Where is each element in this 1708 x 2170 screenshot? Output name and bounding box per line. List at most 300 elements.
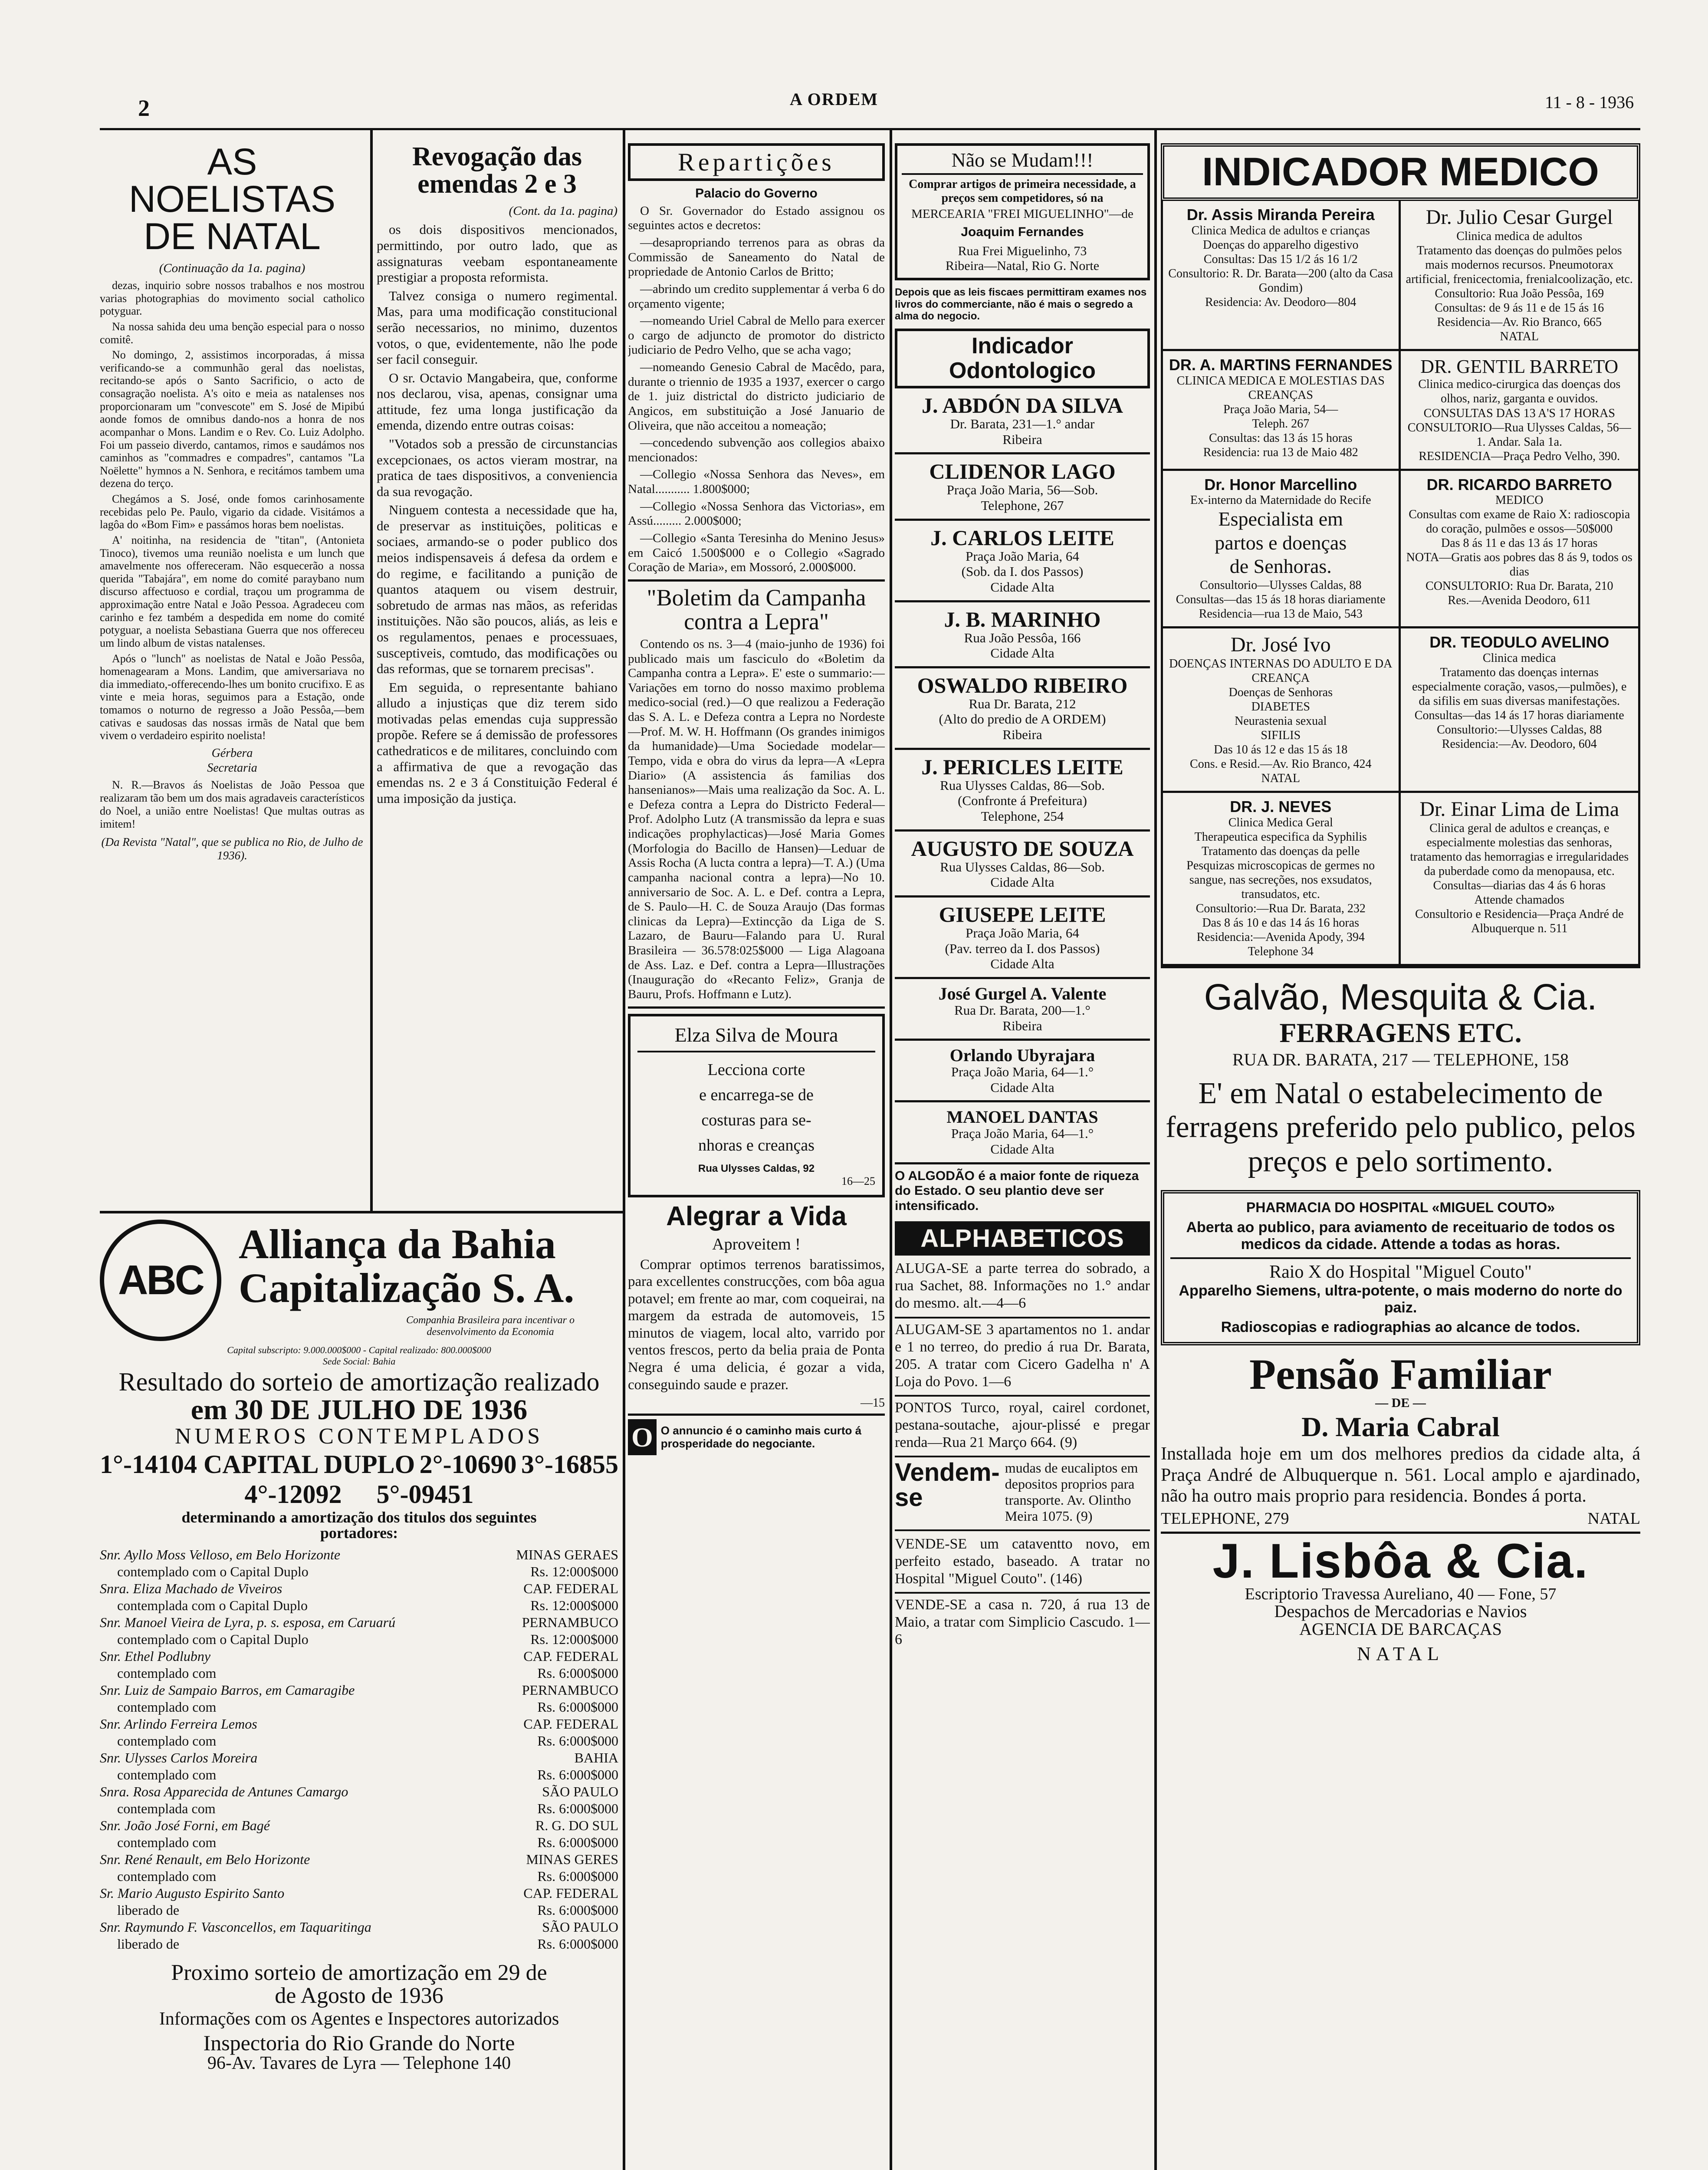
doctor-card bbox=[1163, 793, 1401, 966]
dentist-card bbox=[895, 979, 1150, 1041]
dentist-name: GIUSEPE LEITE bbox=[939, 902, 1106, 927]
doctor-name: Dr. Honor Marcellino bbox=[1204, 475, 1357, 493]
paragraph: Talvez consiga o numero regimental. Mas, para uma modificação constitucional serão necessarios, no minimo, duzentos votos, o que, evidentemente, não lhe pode ser facil conseguir. bbox=[377, 288, 618, 367]
doctor-detail: NOTA—Gratis aos pobres das 8 ás 9, todos os dias bbox=[1406, 551, 1632, 579]
winning-number: 1°-14104 CAPITAL DUPLO bbox=[100, 1450, 415, 1479]
paragraph: —nomeando Uriel Cabral de Mello para exercer o cargo de adjuncto de promotor do districto judiciario de Pedro Velho, que se acha vago; bbox=[628, 314, 885, 357]
doctor-detail: de Senhoras. bbox=[1229, 555, 1332, 577]
dentist-card bbox=[895, 668, 1150, 750]
doctor-grid bbox=[1161, 201, 1640, 968]
doctor-detail: Telephone 34 bbox=[1248, 945, 1314, 959]
algodao-note: O ALGODÃO é a maior fonte de riqueza do Estado. O seu plantio deve ser intensificado. bbox=[895, 1168, 1139, 1213]
winner-amount: Rs. 6:000$000 bbox=[537, 1665, 618, 1681]
capital-line: Capital subscripto: 9.000.000$000 - Capital realizado: 800.000$000 bbox=[227, 1345, 491, 1355]
paragraph: Chegámos a S. José, onde fomos carinhosamente recebidas pelo Pe. Paulo, vigario da cidade. Visitámos a lagôa do «Bom Fim» e passámos horas bem noelistas. bbox=[100, 493, 365, 531]
doctor-detail: Consultas com exame de Raio X: radioscopia do coração, pulmões e ossos—50$000 bbox=[1409, 508, 1630, 536]
winner-prize-row bbox=[100, 1868, 618, 1885]
doctor-name: Dr. Assis Miranda Pereira bbox=[1186, 206, 1375, 224]
winner-prize-row bbox=[100, 1800, 618, 1817]
winning-number: 5°-09451 bbox=[376, 1480, 474, 1509]
pensao-telephone: TELEPHONE, 279 bbox=[1161, 1509, 1289, 1528]
doctor-name: DR. J. NEVES bbox=[1230, 798, 1332, 816]
doctor-detail: Cons. e Resid.—Av. Rio Branco, 424 bbox=[1190, 757, 1372, 771]
doctor-detail: Residencia:—Avenida Apody, 394 bbox=[1196, 930, 1365, 944]
reparticoes-title-box bbox=[628, 143, 885, 181]
column-rule bbox=[623, 130, 625, 2170]
dentist-detail: Rua João Pessôa, 166 bbox=[964, 630, 1081, 645]
dentist-name: CLIDENOR LAGO bbox=[929, 459, 1116, 484]
winning-numbers bbox=[100, 1450, 618, 1480]
numbers-heading: NUMEROS CONTEMPLADOS bbox=[174, 1424, 544, 1449]
doctor-detail: Tratamento das doenças do pulmões pelos mais modernos recursos. Pneumotorax artificial, frenicectomia, frenialcoolização, etc. bbox=[1406, 243, 1633, 286]
pharmacy-ad bbox=[1161, 1190, 1640, 1345]
winner-name: Snr. Ethel Podlubny bbox=[100, 1648, 211, 1664]
doctor-detail: Consultas: Das 15 1/2 ás 16 1/2 bbox=[1203, 252, 1358, 266]
dentist-detail: (Pav. terreo da I. dos Passos) bbox=[945, 940, 1100, 956]
winner-row bbox=[100, 1682, 618, 1699]
dentist-detail: Rua Dr. Barata, 200—1.° bbox=[954, 1002, 1090, 1018]
doctor-detail: Res.—Avenida Deodoro, 611 bbox=[1448, 594, 1591, 608]
classified-ad: PONTOS Turco, royal, cairel cordonet, pestana-soutache, ajour-plissé e pregar renda—Rua 21 Março 664. (9) bbox=[895, 1399, 1150, 1457]
doctor-detail: Clinica geral de adultos e creanças, e especialmente molestias das senhoras, tratamento das hemorragias e irregularidades da puberdade como da menopausa, etc. bbox=[1410, 822, 1629, 878]
section-rule bbox=[100, 1211, 623, 1213]
dentist-detail: Praça João Maria, 64 bbox=[966, 548, 1079, 564]
elza-line: e encarrega-se de bbox=[699, 1085, 814, 1104]
doctor-detail: Doenças do apparelho digestivo bbox=[1203, 238, 1359, 252]
winner-prize-row bbox=[100, 1834, 618, 1851]
dentist-name: MANOEL DANTAS bbox=[946, 1107, 1098, 1127]
paragraph: os dois dispositivos mencionados, permittindo, por outro lado, que as assignaturas veebam espontaneamente prestigiar a proposta reformista. bbox=[377, 222, 618, 285]
pensao-name: D. Maria Cabral bbox=[1301, 1411, 1500, 1442]
paragraph: Ninguem contesta a necessidade que ha, de preservar as instituições, politicas e sociaes, armando-se o poder publico dos meios indispensaveis á defesa da ordem e do regime, e facilitando a punição de quantos ataquem ou visem destruir, sobretudo de armas nas mãos, as referidas instituições. Não são poucos, aliás, as leis e os regulamentos, penaes e processuaes, susceptiveis, comtudo, das modificações ou das reformas, que se tornarem precisas". bbox=[377, 502, 618, 677]
section-subtitle: Palacio do Governo bbox=[695, 186, 818, 201]
dentist-detail: Rua Dr. Barata, 212 bbox=[969, 696, 1076, 711]
winner-status: contemplado com bbox=[117, 1868, 217, 1884]
dentist-detail: Dr. Barata, 231—1.° andar bbox=[950, 416, 1095, 432]
winner-prize-row bbox=[100, 1936, 618, 1953]
winner-prize-row bbox=[100, 1733, 618, 1749]
winner-row bbox=[100, 1885, 618, 1902]
editor-note bbox=[100, 779, 365, 831]
elza-name: Elza Silva de Moura bbox=[637, 1023, 875, 1052]
classified-ad: ALUGA-SE a parte terrea do sobrado, a rua Sachet, 88. Informações no 1.° andar do mesmo. alt.—4—6 bbox=[895, 1260, 1150, 1318]
dentist-detail: Ribeira bbox=[1002, 431, 1042, 447]
dentist-detail: Cidade Alta bbox=[990, 875, 1054, 890]
paragraph: No domingo, 2, assistimos incorporadas, á missa verificando-se a communhão geral das noelistas, recitando-se após o Santo Sacrificio, o acto de consagração noelista. A's oito e meia as natalenses nos proporcionaram um "convescote" em S. José de Mipibú aonde fomos de omnibus dando-nos a honra de nos acompanhar o Mons. Landim e o Rev. Co. Luiz Adolpho. Foi um passeio diverdo, cantamos, rimos e saudámos nos caminhos as "commadres e compadres", cantamos "La Noëlette" hymnos a N. Senhora, e recitámos tambem uma dezena do terço. bbox=[100, 349, 365, 490]
dropcap-o: O bbox=[628, 1419, 657, 1455]
winner-name: Snr. Ulysses Carlos Moreira bbox=[100, 1749, 258, 1766]
pensao-text bbox=[1161, 1443, 1640, 1506]
doctor-detail: RESIDENCIA—Praça Pedro Velho, 390. bbox=[1419, 449, 1620, 463]
doctor-detail: CONSULTAS DAS 13 A'S 17 HORAS bbox=[1423, 406, 1615, 420]
winner-row bbox=[100, 1851, 618, 1868]
doctor-detail: Clinica medica bbox=[1482, 651, 1556, 665]
paragraph: —nomeando Genesio Cabral de Macêdo, para, durante o triennio de 1935 a 1937, exercer o cargo de 1. juiz districtal do districto judiciario de Angicos, em substituição a José Januario de Oliveira, que não acceitou a nomeação; bbox=[628, 360, 885, 433]
dentist-detail: Telephone, 267 bbox=[981, 497, 1064, 513]
doctor-card bbox=[1401, 628, 1639, 793]
sede-line: Sede Social: Bahia bbox=[322, 1356, 396, 1367]
inspectoria-address: 96-Av. Tavares de Lyra — Telephone 140 bbox=[207, 2053, 511, 2073]
doctor-detail: CLINICA MEDICA E MOLESTIAS DAS CREANÇAS bbox=[1176, 374, 1385, 402]
paragraph: Em seguida, o representante bahiano alludo a injustiças que diz terem sido motivadas pelas emendas cuja suppressão propõe. Refere se á demissão de professores cathedraticos e de militares, concluindo com a affirmativa de que a revogação das emendas ns. 2 e 3 á Constituição Federal é uma imposição da justiça. bbox=[377, 679, 618, 806]
doctor-detail: Residencia: rua 13 de Maio 482 bbox=[1203, 445, 1358, 459]
doctor-card bbox=[1163, 351, 1401, 471]
pensao-de: — DE — bbox=[1375, 1396, 1426, 1410]
medico-title: INDICADOR MEDICO bbox=[1202, 150, 1599, 194]
galvao-text: E' em Natal o estabelecimento de ferragens preferido pelo publico, pelos preços e pelo sortimento. bbox=[1166, 1076, 1636, 1178]
classified-ad: VENDE-SE a casa n. 720, á rua 13 de Maio, a tratar com Simplicio Cascudo. 1—6 bbox=[895, 1596, 1150, 1648]
mudam-title: Não se Mudam!!! bbox=[902, 150, 1143, 175]
dentist-detail: Cidade Alta bbox=[990, 1079, 1054, 1095]
alegrar-title: Alegrar a Vida bbox=[666, 1201, 847, 1231]
doctor-name: DR. TEODULO AVELINO bbox=[1429, 633, 1609, 651]
winner-row bbox=[100, 1749, 618, 1766]
doctor-detail: Especialista em bbox=[1218, 508, 1343, 530]
mudam-line: Ribeira—Natal, Rio G. Norte bbox=[945, 258, 1100, 273]
winner-state: PERNAMBUCO bbox=[522, 1614, 618, 1630]
doctor-name: Dr. Einar Lima de Lima bbox=[1419, 798, 1619, 821]
paragraph: Após o "lunch" as noelistas de Natal e João Pessôa, homenagearam a Mons. Landim, que amiversariava no dia immediato,-offerecendo-lhes um bonito crucifixo. E as vinte e meia horas, seguimos para a Estação, onde tomamos o noturno de regresso a João Pessôa,—bem cativas e saudosas das nossas irmãs de Natal que bem vivem o verdadeiro espirito noelista! bbox=[100, 652, 365, 742]
elza-address: Rua Ulysses Caldas, 92 bbox=[698, 1162, 815, 1174]
boletim-body bbox=[628, 637, 885, 1002]
col-medico bbox=[1161, 143, 1640, 2170]
paragraph: Installada hoje em um dos melhores predios da cidade alta, á Praça André de Albuquerque n. 561. Local amplo e ajardinado, não ha outro mais proprio para residencia. Bondes á porta. bbox=[1161, 1444, 1640, 1506]
dentist-card bbox=[895, 602, 1150, 668]
winner-amount: Rs. 6:000$000 bbox=[537, 1699, 618, 1715]
doctor-detail: Consultorio:—Rua Dr. Barata, 232 bbox=[1196, 902, 1366, 915]
alegrar-subtitle: Aproveitem ! bbox=[712, 1235, 801, 1253]
paragraph: —Collegio «Nossa Senhora das Neves», em Natal........... 1.800$000; bbox=[628, 467, 885, 496]
winner-state: CAP. FEDERAL bbox=[523, 1885, 618, 1901]
doctor-detail: NATAL bbox=[1500, 330, 1539, 344]
doctor-card bbox=[1401, 793, 1639, 966]
annuncio-text: O annuncio é o caminho mais curto á prosperidade do negociante. bbox=[660, 1424, 862, 1450]
dentist-list bbox=[895, 388, 1150, 1164]
company-name-2: Capitalização S. A. bbox=[239, 1265, 575, 1311]
vendem-text: mudas de eucaliptos em depositos proprios para transporte. Av. Olintho Meira 1075. (9) bbox=[1005, 1460, 1138, 1524]
doctor-card bbox=[1163, 201, 1401, 351]
galvao-name: Galvão, Mesquita & Cia. bbox=[1204, 976, 1597, 1018]
divider bbox=[628, 579, 885, 582]
masthead: A ORDEM bbox=[790, 89, 878, 109]
winner-status: liberado de bbox=[117, 1936, 180, 1952]
dentist-detail: Praça João Maria, 64 bbox=[966, 925, 1079, 940]
result-date: em 30 DE JULHO DE 1936 bbox=[191, 1394, 528, 1426]
winner-state: BAHIA bbox=[574, 1749, 618, 1766]
dentist-name: Orlando Ubyrajara bbox=[949, 1046, 1095, 1065]
doctor-detail: Consultas—diarias das 4 ás 6 horas bbox=[1433, 879, 1606, 893]
doctor-detail: partos e doenças bbox=[1215, 531, 1347, 554]
doctor-detail: Tratamento das doenças da pelle bbox=[1202, 844, 1360, 858]
doctor-detail: Das 10 ás 12 e das 15 ás 18 bbox=[1214, 743, 1348, 757]
winner-status: contemplada com o Capital Duplo bbox=[117, 1597, 308, 1613]
paragraph: Na nossa sahida deu uma benção especial para o nosso comitê. bbox=[100, 320, 365, 346]
top-rule bbox=[100, 128, 1640, 130]
elza-line: Lecciona corte bbox=[707, 1060, 805, 1079]
article-title: AS NOELISTAS DE NATAL bbox=[128, 143, 336, 257]
bahia-advertisement bbox=[100, 1220, 618, 2170]
winner-amount: Rs. 6:000$000 bbox=[537, 1936, 618, 1952]
doctor-detail: Das 8 ás 11 e das 13 ás 17 horas bbox=[1441, 536, 1598, 550]
doctor-detail: Neurastenia sexual bbox=[1235, 714, 1327, 728]
doctor-detail: Consultorio: Rua João Pessôa, 169 bbox=[1435, 286, 1604, 300]
medico-title-box bbox=[1161, 143, 1640, 201]
mudam-line: MERCEARIA "FREI MIGUELINHO"—de bbox=[911, 207, 1133, 221]
winner-status: contemplado com bbox=[117, 1834, 217, 1850]
dentist-detail: Cidade Alta bbox=[990, 956, 1054, 972]
column-rule bbox=[370, 130, 373, 1211]
doctor-detail: Consultorio:—Ulysses Caldas, 88 bbox=[1437, 723, 1602, 736]
doctor-detail: Therapeutica especifica da Syphilis bbox=[1194, 830, 1367, 844]
lisboa-line: NATAL bbox=[1357, 1643, 1444, 1664]
dentist-name: AUGUSTO DE SOUZA bbox=[911, 836, 1134, 861]
dentist-detail: Praça João Maria, 64—1.° bbox=[951, 1126, 1094, 1141]
winner-row bbox=[100, 1546, 618, 1563]
paragraph: "Votados sob a pressão de circunstancias excepcionaes, os actos vieram mostrar, na pratica de taes dispositivos, a conveniencia da sua revogação. bbox=[377, 436, 618, 499]
elza-line: costuras para se- bbox=[701, 1111, 811, 1129]
lisboa-line: AGENCIA DE BARCAÇAS bbox=[1299, 1619, 1502, 1639]
doctor-name: Dr. Julio Cesar Gurgel bbox=[1426, 206, 1613, 229]
pharmacy-line: Radioscopias e radiographias ao alcance de todos. bbox=[1221, 1319, 1580, 1336]
doctor-detail: Residencia—rua 13 de Maio, 543 bbox=[1199, 607, 1363, 621]
dentist-detail: (Alto do predio de A ORDEM) bbox=[939, 711, 1106, 727]
dentist-card bbox=[895, 832, 1150, 898]
doctor-detail: DOENÇAS INTERNAS DO ADULTO E DA CREANÇA bbox=[1169, 657, 1393, 685]
winner-row bbox=[100, 1716, 618, 1733]
dentist-card bbox=[895, 388, 1150, 454]
pensao-footer bbox=[1161, 1509, 1640, 1534]
winner-state: MINAS GERES bbox=[526, 1851, 618, 1867]
article-body bbox=[377, 222, 618, 806]
paragraph: —Collegio «Santa Teresinha do Menino Jesus» em Caicó 1.500$000 e o Collegio «Sagrado Coração de Maria», em Mossoró, 2.000$000. bbox=[628, 531, 885, 575]
winner-amount: Rs. 12:000$000 bbox=[530, 1563, 618, 1579]
dentist-detail: Cidade Alta bbox=[990, 579, 1054, 595]
dentist-card bbox=[895, 898, 1150, 979]
doctor-detail: Consultorio e Residencia—Praça André de Albuquerque n. 511 bbox=[1415, 907, 1624, 936]
dentist-name: J. ABDÓN DA SILVA bbox=[921, 393, 1123, 418]
company-name: Alliança da Bahia bbox=[239, 1221, 556, 1268]
doctor-detail: Consultas: das 13 ás 15 horas bbox=[1209, 431, 1353, 445]
doctor-detail: Doenças de Senhoras bbox=[1228, 686, 1333, 699]
alpha-title-box bbox=[895, 1221, 1150, 1256]
dentist-name: J. CARLOS LEITE bbox=[930, 525, 1114, 550]
doctor-detail: Consultas—das 14 ás 17 horas diariamente bbox=[1414, 708, 1624, 722]
article-body bbox=[100, 279, 365, 742]
winning-numbers-2 bbox=[100, 1480, 618, 1509]
winner-prize-row bbox=[100, 1665, 618, 1682]
doctor-detail: Clinica Medica Geral bbox=[1228, 815, 1333, 829]
winner-state: SÃO PAULO bbox=[542, 1783, 618, 1799]
dentist-detail: Ribeira bbox=[1002, 727, 1042, 743]
doctor-card bbox=[1163, 628, 1401, 793]
winner-row bbox=[100, 1614, 618, 1631]
paragraph: dezas, inquirio sobre nossos trabalhos e nos mostrou varias photographias do movimento social catholico potyguar. bbox=[100, 279, 365, 318]
pensao-title: Pensão Familiar bbox=[1249, 1350, 1552, 1399]
doctor-detail: Tratamento das doenças internas especialmente coração, vasos,—pulmões), e da sifilis em suas diversas manifestações. bbox=[1412, 665, 1627, 708]
dentist-name: J. PERICLES LEITE bbox=[921, 754, 1123, 779]
logo-text: ABC bbox=[118, 1257, 203, 1303]
winners-table bbox=[100, 1546, 618, 1953]
winning-number: 4°-12092 bbox=[244, 1480, 342, 1509]
doctor-detail: Consultas—das 15 ás 18 horas diariamente bbox=[1176, 593, 1386, 607]
galvao-sub: FERRAGENS ETC. bbox=[1279, 1017, 1522, 1048]
elza-ad bbox=[628, 1014, 885, 1197]
doctor-detail: Consultorio—Ulysses Caldas, 88 bbox=[1199, 579, 1362, 592]
article-noelistas bbox=[100, 143, 365, 1207]
dentist-card bbox=[895, 1102, 1150, 1164]
winner-name: Snr. Arlindo Ferreira Lemos bbox=[100, 1716, 257, 1732]
dentist-detail: Praça João Maria, 64—1.° bbox=[951, 1064, 1094, 1080]
paragraph: —abrindo um credito supplementar á verba 6 do orçamento vigente; bbox=[628, 282, 885, 311]
dentist-detail: Telephone, 254 bbox=[981, 809, 1064, 824]
dentist-name: José Gurgel A. Valente bbox=[938, 983, 1107, 1003]
doctor-detail: Consultorio: R. Dr. Barata—200 (alto da Casa Gondim) bbox=[1168, 266, 1393, 295]
winner-status: contemplado com bbox=[117, 1665, 217, 1681]
dentist-detail: Cidade Alta bbox=[990, 645, 1054, 661]
odonto-title: Indicador bbox=[971, 333, 1074, 358]
agents-info: Informações com os Agentes e Inspectores autorizados bbox=[159, 2009, 559, 2029]
winner-state: MINAS GERAES bbox=[516, 1546, 618, 1562]
annuncio-note bbox=[628, 1419, 885, 1455]
galvao-address: RUA DR. BARATA, 217 — TELEPHONE, 158 bbox=[1232, 1050, 1569, 1070]
doctor-card bbox=[1401, 201, 1639, 351]
winner-row bbox=[100, 1648, 618, 1665]
doctor-detail: Consultas: de 9 ás 11 e de 15 ás 16 bbox=[1435, 301, 1604, 315]
classified-ad: ALUGAM-SE 3 apartamentos no 1. andar e 1 no terreo, do predio á rua Dr. Barata, 205. A tratar com Cicero Gadelha n' A Loja do Povo. 1—6 bbox=[895, 1321, 1150, 1397]
alegrar-ref: —15 bbox=[861, 1396, 885, 1410]
alpha-title: ALPHABETICOS bbox=[920, 1224, 1124, 1253]
winner-status: contemplado com o Capital Duplo bbox=[117, 1631, 309, 1647]
winner-row bbox=[100, 1919, 618, 1936]
page-number: 2 bbox=[138, 95, 150, 121]
mudam-line: Rua Frei Miguelinho, 73 bbox=[958, 243, 1087, 258]
doctor-detail: CONSULTORIO—Rua Ulysses Caldas, 56—1. Andar. Sala 1a. bbox=[1407, 421, 1631, 449]
classified-ad: VENDE-SE um cataventto novo, em perfeito estado, baseado. A tratar no Hospital "Miguel Couto". (146) bbox=[895, 1529, 1150, 1594]
dentist-detail: (Confronte á Prefeitura) bbox=[958, 793, 1087, 809]
dentist-name: OSWALDO RIBEIRO bbox=[917, 673, 1128, 697]
paragraph: —concedendo subvenção aos collegios abaixo mencionados: bbox=[628, 436, 885, 464]
winner-amount: Rs. 6:000$000 bbox=[537, 1800, 618, 1816]
inspectoria: Inspectoria do Rio Grande do Norte bbox=[203, 2030, 515, 2055]
winner-status: liberado de bbox=[117, 1902, 180, 1918]
winner-prize-row bbox=[100, 1563, 618, 1580]
winner-name: Snr. Luiz de Sampaio Barros, em Camaragibe bbox=[100, 1682, 355, 1698]
doctor-detail: Attende chamados bbox=[1474, 893, 1565, 907]
winning-number: 3°-16855 bbox=[521, 1450, 618, 1479]
mudam-line: Comprar artigos de primeira necessidade, a preços sem competidores, só na bbox=[909, 177, 1136, 205]
next-draw: Proximo sorteio de amortização em 29 de bbox=[171, 1960, 547, 1985]
doctor-detail: Ex-interno da Maternidade do Recife bbox=[1190, 493, 1371, 507]
mudam-line: Joaquim Fernandes bbox=[961, 224, 1084, 239]
boletim-title: "Boletim da Campanha contra a Lepra" bbox=[647, 584, 866, 635]
elza-line: nhoras e creanças bbox=[698, 1136, 815, 1154]
dentist-name: J. B. MARINHO bbox=[944, 607, 1101, 631]
doctor-name: DR. A. MARTINS FERNANDES bbox=[1169, 356, 1393, 374]
dentist-detail: Ribeira bbox=[1002, 1018, 1042, 1033]
doctor-detail: Residencia:—Av. Deodoro, 604 bbox=[1442, 737, 1597, 751]
next-draw-date: de Agosto de 1936 bbox=[275, 1983, 443, 2008]
elza-ref: 16—25 bbox=[841, 1174, 875, 1187]
doctor-detail: Pesquizas microscopicas de germes no sangue, nas secreções, nos exsudatos, transudatos, etc. bbox=[1186, 858, 1375, 901]
winner-name: Snr. Ayllo Moss Velloso, em Belo Horizonte bbox=[100, 1546, 341, 1562]
bahia-title-block bbox=[239, 1223, 586, 1338]
winner-state: CAP. FEDERAL bbox=[523, 1648, 618, 1664]
doctor-card bbox=[1163, 471, 1401, 629]
pensao-city: NATAL bbox=[1587, 1509, 1640, 1528]
doctor-detail: Clinica medico-cirurgica das doenças dos olhos, nariz, garganta e ouvidos. bbox=[1418, 378, 1621, 406]
result-title: Resultado do sorteio de amortização realizado bbox=[118, 1368, 600, 1396]
winner-state: PERNAMBUCO bbox=[522, 1682, 618, 1698]
winner-name: Snr. Manoel Vieira de Lyra, p. s. esposa, em Caruarú bbox=[100, 1614, 396, 1630]
pharmacy-title: PHARMACIA DO HOSPITAL «MIGUEL COUTO» bbox=[1246, 1200, 1555, 1216]
odonto-title-2: Odontologico bbox=[949, 358, 1096, 383]
doctor-detail: CONSULTORIO: Rua Dr. Barata, 210 bbox=[1426, 579, 1613, 593]
winning-number: 2°-10690 bbox=[419, 1450, 517, 1479]
doctor-detail: Praça João Maria, 54— bbox=[1223, 402, 1338, 416]
pharmacy-line: Aberta ao publico, para aviamento de receituario de todos os medicos da cidade. Attende a todas as horas. bbox=[1186, 1219, 1615, 1253]
winner-name: Snr. João José Forni, em Bagé bbox=[100, 1817, 270, 1833]
paragraph: O sr. Octavio Mangabeira, que, conforme nos declarou, visa, apenas, consignar uma attitude, fez uma longa justificação da emenda, dizendo entre outras coisas: bbox=[377, 370, 618, 433]
company-subtitle: Companhia Brasileira para incentivar o desenvolvimento da Economia bbox=[406, 1314, 575, 1338]
doctor-detail: Teleph. 267 bbox=[1252, 417, 1310, 431]
dentist-card bbox=[895, 454, 1150, 520]
winner-prize-row bbox=[100, 1631, 618, 1648]
winner-amount: Rs. 12:000$000 bbox=[530, 1597, 618, 1613]
paragraph: A' noitinha, na residencia de "titan", (Antonieta Tinoco), tivemos uma reunião noelista e um lunch que amavelmente nos offereceram. Não esquecerão a nossa querida "Tabajára", em nome do comité paraybano num discurso affectuoso e cordial, traçou um programma de approximação entre Natal e João Pessoa. Agradeceu com carinho e fez também a despedida em nome do comité potyguar, a noelista Sebastiana Guerra que nos offereceu um lindo album de vistas natalenses. bbox=[100, 533, 365, 649]
divider bbox=[628, 1006, 885, 1009]
winner-name: Snra. Eliza Machado de Viveiros bbox=[100, 1580, 282, 1596]
doctor-detail: MEDICO bbox=[1495, 493, 1544, 507]
winner-status: contemplado com o Capital Duplo bbox=[117, 1563, 309, 1579]
winner-amount: Rs. 6:000$000 bbox=[537, 1834, 618, 1850]
paragraph: Contendo os ns. 3—4 (maio-junho de 1936) foi publicado mais um fasciculo do «Boletim da Campanha contra a Lepra». E' este o summario:—Variações em torno do nosso maximo problema medico-social (red.)—O que realizou a Federação das S. A. L. e Defeza contra a Lepra no Nordeste—Prof. M. W. H. Hoffmann (Os grandes inimigos da humanidade)—Uma Sociedade modelar—Tempo, vida e obra do virus da lepra—A «Lepra Diario» (A assistencia ás familias dos hansenianos»—Mais uma realização da Soc. A. L. e Defeza contra a Lepra do Districto Federal—Prof. Adolpho Lutz (A transmissão da lepra e suas indicações prophylacticas)—José Maria Gomes (Morfologia do Bacillo de Hansen)—Leduar de Assis Rocha (A lucta contra a lepra)—T. A.) (Uma campanha nacional contra a lepra)—No 10. anniversario de Soc. A. L. e Def. contra a Lepra, de S. Paulo—H. C. de Souza Araujo (Das formas clinicas da Lepra)—Extincção da Liga de S. Lazaro, de Bauru—Falando para U. Rural Brasileira — 36.578:025$000 — Liga Alagoana de Ass. Laz. e Def. contra a Lepra—Illustrações (Inauguração do «Recanto Feliz», Granja de Bauru, Profs. Hoffmann e Lutz). bbox=[628, 637, 885, 1001]
issue-date: 11 - 8 - 1936 bbox=[1545, 92, 1634, 112]
winner-prize-row bbox=[100, 1766, 618, 1783]
article-body bbox=[628, 204, 885, 575]
fiscal-note: Depois que as leis fiscaes permittiram exames nos livros do commerciante, não é mais o segredo a alma do negocio. bbox=[895, 286, 1147, 322]
odonto-title-box bbox=[895, 329, 1150, 388]
winner-name: Snra. Rosa Apparecida de Antunes Camargo bbox=[100, 1783, 348, 1799]
doctor-detail: Residencia—Av. Rio Branco, 665 bbox=[1437, 315, 1602, 329]
paragraph: —desapropriando terrenos para as obras da Commissão de Saneamento do Natal de propriedade de Antonio Carlos de Britto; bbox=[628, 236, 885, 279]
winner-state: R. G. DO SUL bbox=[535, 1817, 618, 1833]
winner-prize-row bbox=[100, 1597, 618, 1614]
doctor-name: Dr. José Ivo bbox=[1230, 633, 1331, 657]
lisboa-line: Despachos de Mercadorias e Navios bbox=[1274, 1601, 1527, 1621]
winner-state: CAP. FEDERAL bbox=[523, 1716, 618, 1732]
paragraph: N. R.—Bravos ás Noelistas de João Pessoa que realizaram tão bem um dos mais agradaveis característicos do Noel, a união entre Noelistas! Que multas outras as imitem! bbox=[100, 778, 365, 831]
dentist-card bbox=[895, 521, 1150, 602]
bahia-header bbox=[100, 1220, 618, 1341]
winner-status: contemplada com bbox=[117, 1800, 216, 1816]
article-title: Repartições bbox=[678, 148, 835, 176]
winner-amount: Rs. 6:000$000 bbox=[537, 1733, 618, 1749]
winner-status: contemplado com bbox=[117, 1766, 217, 1782]
article-revogacao bbox=[377, 143, 618, 1207]
continuation-note: (Continuação da 1a. pagina) bbox=[159, 261, 305, 275]
doctor-detail: Das 8 ás 10 e das 14 ás 16 horas bbox=[1202, 916, 1360, 930]
winner-amount: Rs. 6:000$000 bbox=[537, 1902, 618, 1918]
doctor-card bbox=[1401, 351, 1639, 471]
dentist-card bbox=[895, 1041, 1150, 1102]
vendem-ad bbox=[895, 1460, 1150, 1524]
winner-row bbox=[100, 1580, 618, 1597]
winner-prize-row bbox=[100, 1902, 618, 1919]
winner-state: CAP. FEDERAL bbox=[523, 1580, 618, 1596]
winner-amount: Rs. 6:000$000 bbox=[537, 1766, 618, 1782]
dentist-detail: (Sob. da I. dos Passos) bbox=[961, 564, 1084, 579]
lisboa-name: J. Lisbôa & Cia. bbox=[1212, 1534, 1589, 1588]
